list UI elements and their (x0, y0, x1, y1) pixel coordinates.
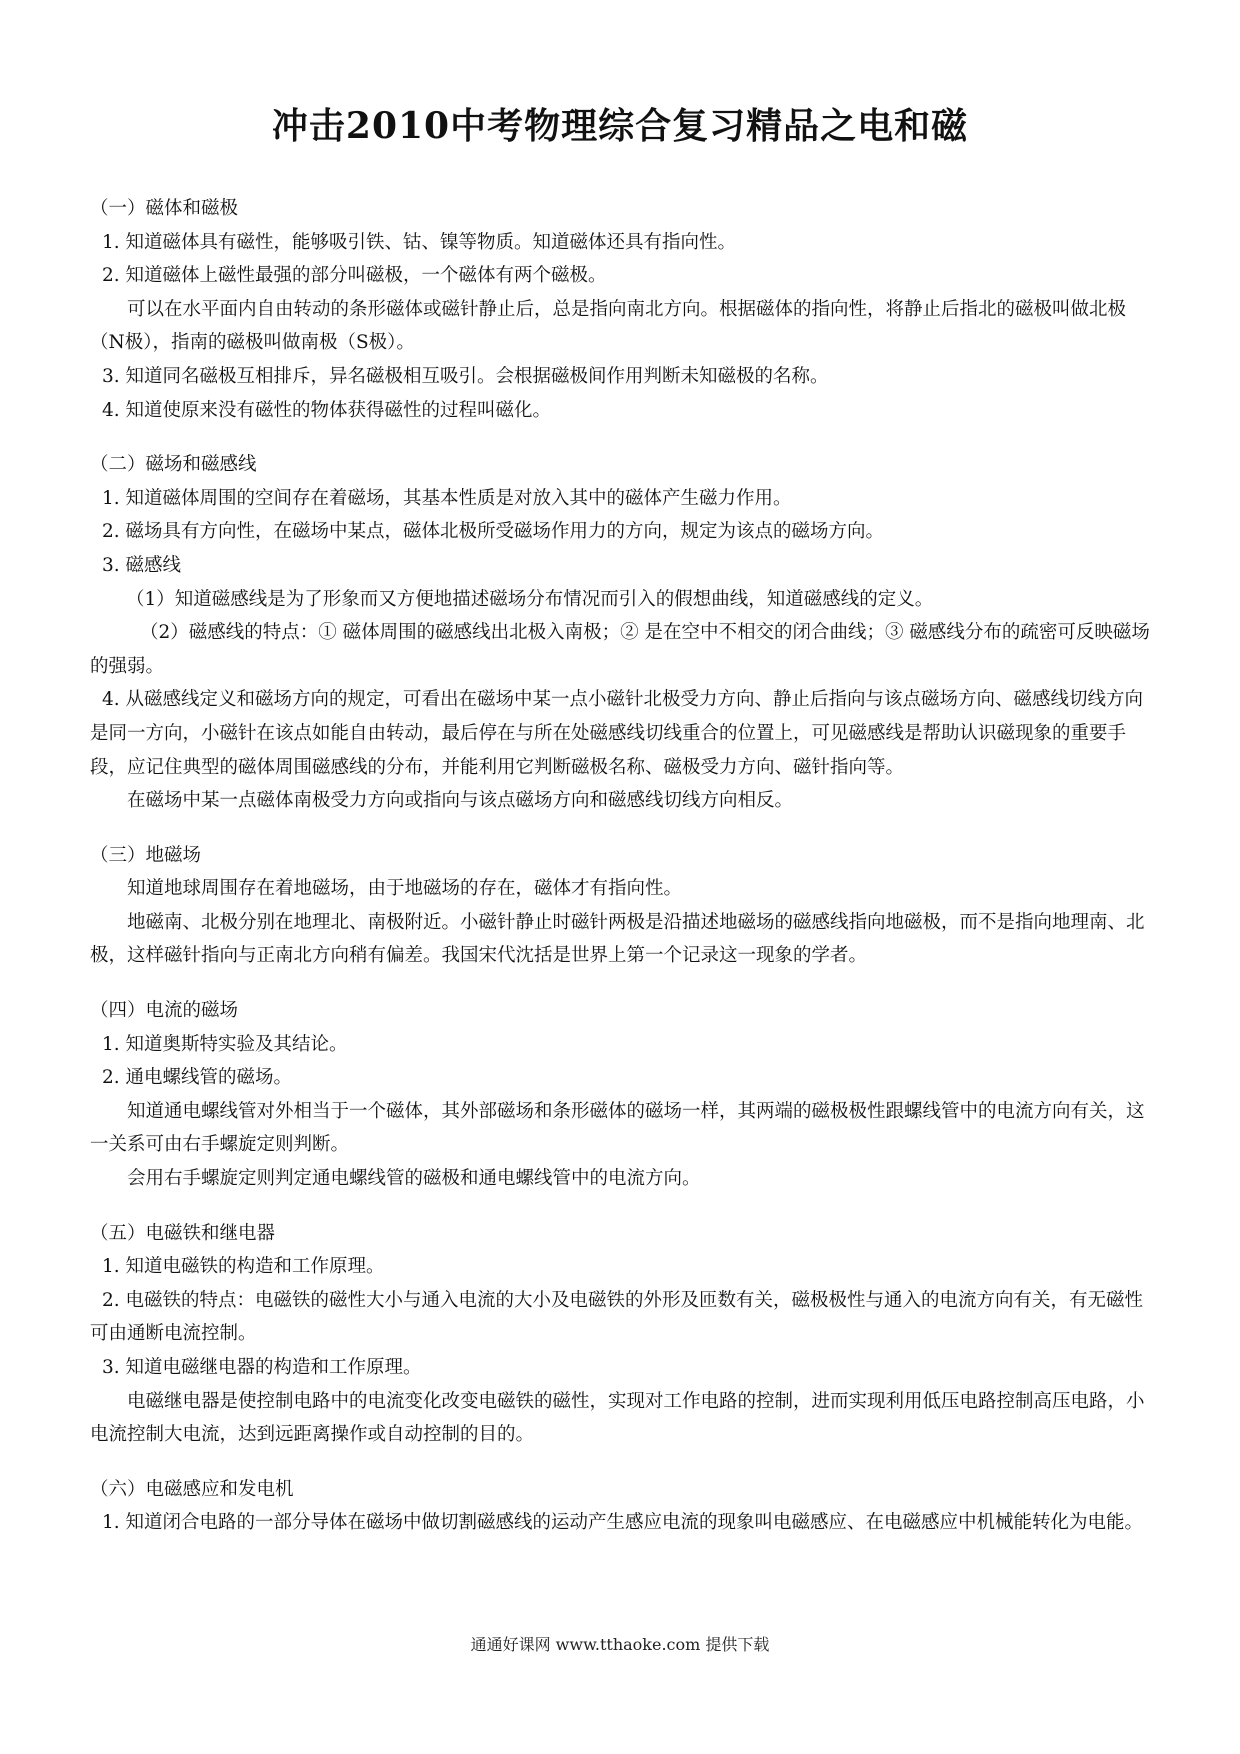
paragraph: 1. 知道电磁铁的构造和工作原理。 (102, 1256, 385, 1278)
section-heading: （五）电磁铁和继电器 (90, 1222, 276, 1244)
section-heading: （二）磁场和磁感线 (90, 454, 257, 476)
paragraph: 1. 知道磁体具有磁性，能够吸引铁、钴、镍等物质。知道磁体还具有指向性。 (102, 231, 737, 253)
paragraph: 3. 知道同名磁极互相排斥，异名磁极相互吸引。会根据磁极间作用判断未知磁极的名称。 (102, 365, 829, 387)
page-title: 冲击2010中考物理综合复习精品之电和磁 (271, 105, 969, 147)
paragraph: 知道通电螺线管对外相当于一个磁体，其外部磁场和条形磁体的磁场一样，其两端的磁极极性跟螺线管中的电流方向有关，这一关系可由右手螺旋定则判断。 (90, 1100, 1145, 1156)
paragraph: 1. 知道磁体周围的空间存在着磁场，其基本性质是对放入其中的磁体产生磁力作用。 (102, 487, 792, 509)
section-heading: （三）地磁场 (90, 844, 202, 866)
paragraph: 可以在水平面内自由转动的条形磁体或磁针静止后，总是指向南北方向。根据磁体的指向性，将静止后指北的磁极叫做北极（N极），指南的磁极叫做南极（S极）。 (90, 298, 1127, 354)
paragraph: 1. 知道奥斯特实验及其结论。 (102, 1033, 348, 1055)
section-heading: （一）磁体和磁极 (90, 198, 239, 219)
paragraph: 2. 知道磁体上磁性最强的部分叫磁极，一个磁体有两个磁极。 (102, 265, 607, 287)
paragraph: 2. 电磁铁的特点：电磁铁的磁性大小与通入电流的大小及电磁铁的外形及匝数有关，磁极极性与通入的电流方向有关，有无磁性可由通断电流控制。 (90, 1289, 1144, 1345)
page-footer: 通通好课网 www.tthaoke.com 提供下载 (470, 1635, 770, 1654)
paragraph: 知道地球周围存在着地磁场，由于地磁场的存在，磁体才有指向性。 (127, 878, 683, 900)
paragraph: 电磁继电器是使控制电路中的电流变化改变电磁铁的磁性，实现对工作电路的控制，进而实现利用低压电路控制高压电路，小电流控制大电流，达到远距离操作或自动控制的目的。 (90, 1390, 1145, 1446)
paragraph: （1）知道磁感线是为了形象而又方便地描述磁场分布情况而引入的假想曲线，知道磁感线的定义。 (126, 588, 934, 610)
paragraph: 4. 知道使原来没有磁性的物体获得磁性的过程叫磁化。 (102, 399, 552, 421)
document-body (90, 192, 1152, 1540)
section-heading: （四）电流的磁场 (90, 1000, 239, 1022)
paragraph: 3. 知道电磁继电器的构造和工作原理。 (102, 1357, 422, 1378)
paragraph: 3. 磁感线 (102, 554, 182, 576)
paragraph: 地磁南、北极分别在地理北、南极附近。小磁针静止时磁针两极是沿描述地磁场的磁感线指向地磁极，而不是指向地理南、北极，这样磁针指向与正南北方向稍有偏差。我国宋代沈括是世界上第一个记录这一现象的学者。 (90, 911, 1145, 967)
paragraph: （2）磁感线的特点：① 磁体周围的磁感线出北极入南极；② 是在空中不相交的闭合曲线；③ 磁感线分布的疏密可反映磁场的强弱。 (90, 622, 1150, 677)
paragraph: 2. 磁场具有方向性，在磁场中某点，磁体北极所受磁场作用力的方向，规定为该点的磁场方向。 (102, 521, 885, 543)
paragraph: 4. 从磁感线定义和磁场方向的规定，可看出在磁场中某一点小磁针北极受力方向、静止后指向与该点磁场方向、磁感线切线方向是同一方向，小磁针在该点如能自由转动，最后停在与所在处磁感线切线重合的位置上，可见磁感线是帮助认识磁现象的重要手段，应记住典型的磁体周围磁感线的分布，并能利用它判断磁极名称、磁极受力方向、磁针指向等。 (90, 689, 1144, 778)
paragraph: 会用右手螺旋定则判定通电螺线管的磁极和通电螺线管中的电流方向。 (127, 1168, 701, 1190)
section-heading: （六）电磁感应和发电机 (90, 1478, 294, 1500)
paragraph: 2. 通电螺线管的磁场。 (102, 1067, 293, 1089)
paragraph: 1. 知道闭合电路的一部分导体在磁场中做切割磁感线的运动产生感应电流的现象叫电磁感应、在电磁感应中机械能转化为电能。 (102, 1512, 1144, 1534)
paragraph: 在磁场中某一点磁体南极受力方向或指向与该点磁场方向和磁感线切线方向相反。 (127, 790, 794, 812)
